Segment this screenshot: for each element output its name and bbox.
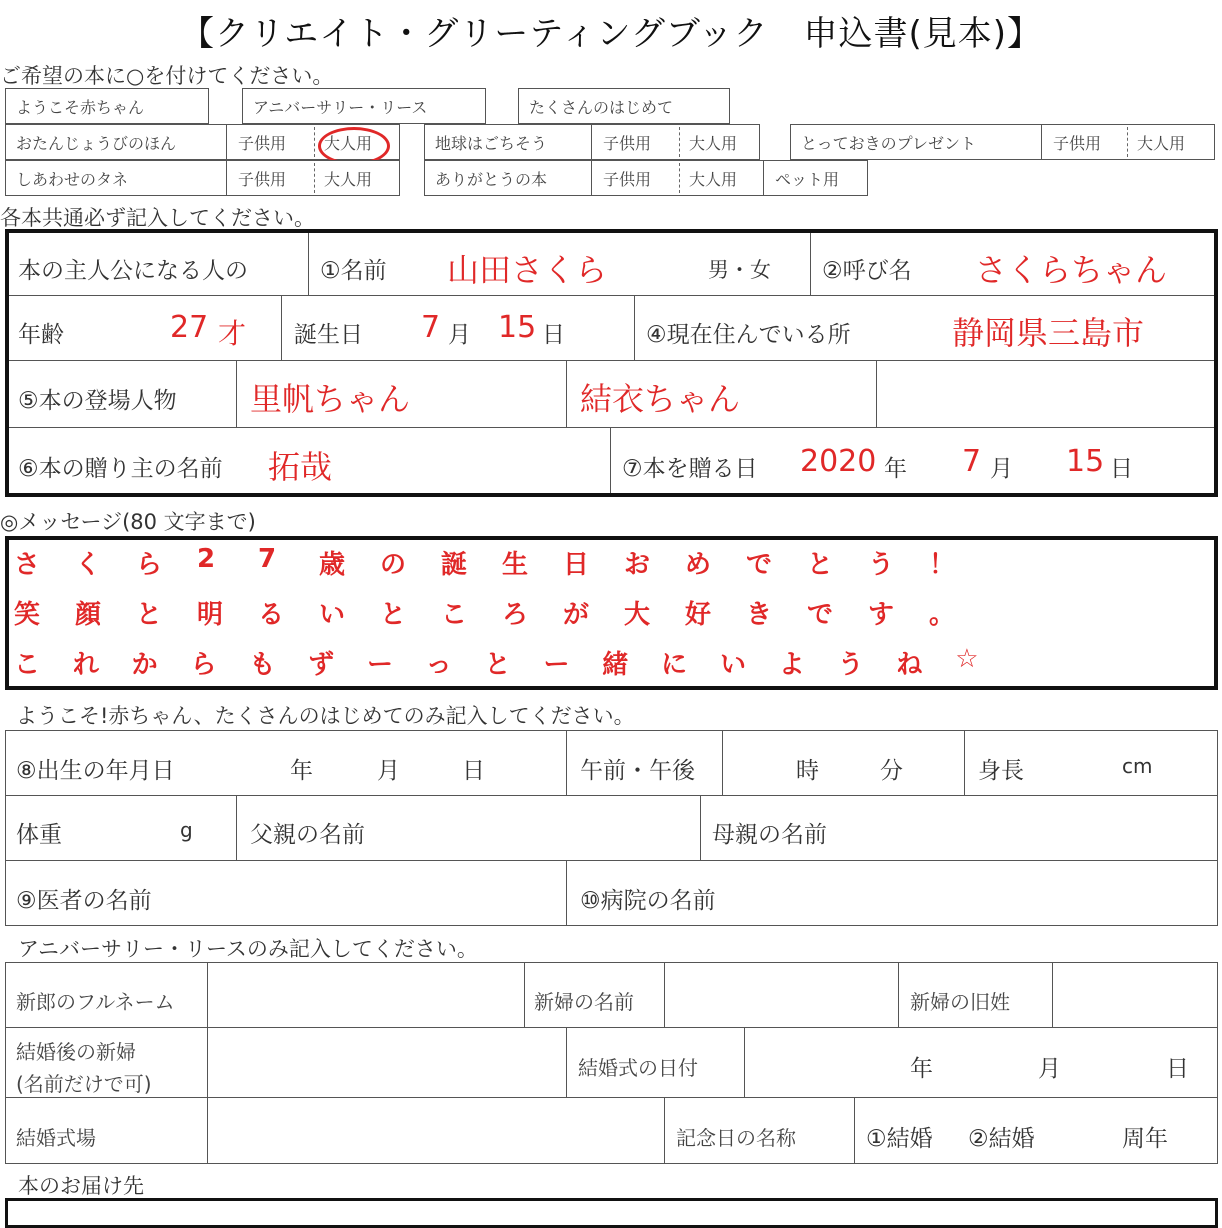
divider (226, 125, 227, 159)
message-char: か (131, 650, 158, 680)
day-unit: 日 (542, 322, 565, 348)
divider (5, 860, 1218, 861)
option-kodomo[interactable]: 子供用 (1053, 133, 1102, 153)
divider (763, 161, 764, 195)
bride-after-label-2: (名前だけで可) (16, 1072, 152, 1096)
divider (964, 730, 965, 795)
option-kodomo[interactable]: 子供用 (238, 169, 287, 189)
book-chikyuu-label: 地球はごちそう (435, 133, 548, 153)
message-char: お (624, 550, 651, 580)
message-char: れ (72, 650, 99, 680)
message-heading: ◎メッセージ(80 文字まで) (0, 510, 256, 534)
birth-date-label: ⑧出生の年月日 (16, 758, 175, 784)
wedding-year-field[interactable]: 年 (910, 1056, 933, 1082)
memorial-label: 記念日の名称 (676, 1126, 796, 1150)
section-delivery-heading: 本のお届け先 (18, 1174, 144, 1198)
message-char: き (746, 600, 773, 630)
characters-label: ⑤本の登場人物 (18, 388, 177, 414)
divider (634, 295, 635, 360)
message-char: こ (14, 650, 41, 680)
option-kodomo[interactable]: 子供用 (238, 133, 287, 153)
birth-day-field[interactable]: 日 (462, 758, 485, 784)
book-otanjoubi-label: おたんじょうびのほん (16, 133, 177, 153)
book-shiawase[interactable] (5, 160, 400, 196)
message-char: 好 (685, 600, 712, 630)
hero-label: 本の主人公になる人の (18, 258, 248, 284)
book-arigatou-label: ありがとうの本 (435, 169, 548, 189)
divider (722, 730, 723, 795)
book-totteoki[interactable] (790, 124, 1215, 160)
divider (5, 795, 1218, 796)
message-char: 誕 (441, 550, 468, 580)
message-char: も (249, 650, 276, 680)
message-char: こ (441, 600, 468, 630)
bride-after-label-1: 結婚後の新婦 (16, 1040, 136, 1064)
memorial-option-1[interactable]: ①結婚 (866, 1126, 933, 1152)
message-char: 2 (197, 544, 216, 574)
book-youkoso-label: ようこそ赤ちゃん (16, 97, 145, 117)
message-char: す (868, 600, 895, 630)
character-2-field[interactable]: 結衣ちゃん (580, 380, 741, 418)
message-char: 緒 (602, 650, 629, 680)
message-char: 歳 (319, 550, 346, 580)
message-char: と (807, 550, 834, 580)
message-line-2 (14, 594, 1014, 631)
message-char: め (685, 550, 712, 580)
address-label: ④現在住んでいる所 (646, 322, 851, 348)
section-choose-heading: ご希望の本に○を付けてください。 (0, 64, 334, 88)
divider (308, 233, 309, 295)
birth-day-field[interactable]: 15 (498, 310, 537, 345)
divider (566, 1027, 567, 1097)
message-char: 生 (502, 550, 529, 580)
message-char: い (319, 600, 346, 630)
message-char: 顔 (75, 600, 102, 630)
message-line-1 (14, 544, 1014, 581)
nickname-field[interactable]: さくらちゃん (975, 251, 1168, 289)
divider (9, 295, 1214, 296)
hour-field[interactable]: 時 (796, 758, 819, 784)
message-char: く (75, 550, 102, 580)
day-unit: 日 (1110, 456, 1133, 482)
message-char: に (661, 650, 688, 680)
height-label: 身長 (978, 758, 1024, 784)
character-1-field[interactable]: 里帆ちゃん (250, 380, 411, 418)
message-char: ー (366, 650, 393, 680)
divider (9, 360, 1214, 361)
message-char: ろ (502, 600, 529, 630)
message-line-3 (14, 644, 1014, 681)
gift-date-label: ⑦本を贈る日 (622, 456, 758, 482)
wedding-month-field[interactable]: 月 (1038, 1056, 1061, 1082)
bride-label: 新婦の名前 (534, 990, 634, 1014)
option-pet[interactable]: ペット用 (775, 169, 840, 189)
divider (5, 1097, 1218, 1098)
divider (566, 360, 567, 427)
delivery-box[interactable] (5, 1198, 1218, 1228)
name-label: ①名前 (320, 258, 387, 284)
divider (744, 1027, 745, 1097)
divider (898, 962, 899, 1027)
divider (1052, 962, 1053, 1027)
giver-field[interactable]: 拓哉 (268, 448, 333, 486)
father-label: 父親の名前 (250, 822, 365, 848)
message-char: よ (778, 650, 805, 680)
message-char: ず (308, 650, 335, 680)
month-unit: 月 (448, 322, 471, 348)
ampm-select[interactable]: 午前・午後 (580, 758, 695, 784)
birth-month-field[interactable]: 7 (421, 310, 441, 345)
section-common-heading: 各本共通必ず記入してください。 (0, 206, 315, 230)
option-otona[interactable]: 大人用 (324, 133, 373, 153)
wedding-date-label: 結婚式の日付 (578, 1056, 698, 1080)
message-char: る (258, 600, 285, 630)
birth-year-field[interactable]: 年 (290, 758, 313, 784)
star-icon: ☆ (955, 644, 979, 674)
message-char: 大 (624, 600, 651, 630)
message-char: 7 (258, 544, 277, 574)
wedding-day-field[interactable]: 日 (1166, 1056, 1189, 1082)
year-unit: 年 (884, 456, 907, 482)
option-otona[interactable]: 大人用 (689, 169, 738, 189)
divider (281, 295, 282, 360)
option-kodomo[interactable]: 子供用 (603, 133, 652, 153)
age-unit: 才 (218, 317, 247, 350)
divider (207, 962, 208, 1164)
weight-unit: g (180, 818, 193, 842)
gift-month-field[interactable]: 7 (962, 444, 982, 479)
option-otona[interactable]: 大人用 (324, 169, 373, 189)
divider (236, 360, 237, 427)
giver-label: ⑥本の贈り主の名前 (18, 456, 223, 482)
weight-label: 体重 (16, 822, 62, 848)
divider (9, 427, 1214, 428)
message-char: が (563, 600, 590, 630)
divider (610, 427, 611, 493)
divider (664, 1097, 665, 1164)
divider (591, 125, 592, 159)
message-char: 笑 (14, 600, 41, 630)
birthday-label: 誕生日 (294, 322, 363, 348)
option-otona[interactable]: 大人用 (1137, 133, 1186, 153)
age-label: 年齢 (18, 322, 64, 348)
height-unit: cm (1122, 754, 1153, 778)
book-totteoki-label: とっておきのプレゼント (801, 133, 977, 153)
gender-select[interactable]: 男・女 (708, 258, 771, 282)
message-char: と (380, 600, 407, 630)
nickname-label: ②呼び名 (822, 258, 912, 284)
message-char: ら (136, 550, 163, 580)
birth-month-field[interactable]: 月 (377, 758, 400, 784)
divider (854, 1097, 855, 1164)
message-char: さ (14, 550, 41, 580)
divider (566, 860, 567, 926)
month-unit: 月 (990, 456, 1013, 482)
book-takusan-label: たくさんのはじめて (529, 97, 674, 117)
message-char: 。 (929, 600, 956, 630)
message-char: ！ (929, 550, 956, 580)
divider (664, 962, 665, 1027)
gift-day-field[interactable]: 15 (1066, 444, 1105, 479)
section-baby-heading: ようこそ!赤ちゃん、たくさんのはじめてのみ記入してください。 (16, 704, 635, 728)
divider (591, 161, 592, 195)
book-otanjoubi[interactable] (5, 124, 400, 160)
divider (810, 233, 811, 295)
option-kodomo[interactable]: 子供用 (603, 169, 652, 189)
message-char: ね (896, 650, 923, 680)
book-youkoso[interactable] (5, 88, 209, 124)
name-field[interactable]: 山田さくら (447, 251, 608, 289)
age-field[interactable]: 27 (170, 310, 209, 345)
book-takusan[interactable] (518, 88, 730, 124)
section-anniv-heading: アニバーサリー・リースのみ記入してください。 (18, 937, 478, 961)
address-field[interactable]: 静岡県三島市 (952, 314, 1145, 352)
divider (700, 795, 701, 860)
divider (236, 795, 237, 860)
divider (566, 730, 567, 795)
message-char: の (380, 550, 407, 580)
page-title: 【クリエイト・グリーティングブック 申込書(見本)】 (179, 14, 1043, 54)
mother-label: 母親の名前 (712, 822, 827, 848)
book-arigatou[interactable] (424, 160, 868, 196)
memorial-option-2[interactable]: ②結婚 (968, 1126, 1035, 1152)
gift-year-field[interactable]: 2020 (800, 444, 877, 479)
message-char: っ (425, 650, 452, 680)
message-char: と (136, 600, 163, 630)
message-char: ら (190, 650, 217, 680)
character-3-field[interactable] (880, 364, 1212, 424)
message-char: 日 (563, 550, 590, 580)
message-char: い (719, 650, 746, 680)
book-anniversary-label: アニバーサリー・リース (253, 97, 428, 117)
message-char: ー (543, 650, 570, 680)
memorial-years: 周年 (1122, 1126, 1168, 1152)
divider (1041, 125, 1042, 159)
book-anniversary[interactable] (242, 88, 486, 124)
divider (876, 360, 877, 427)
groom-label: 新郎のフルネーム (16, 990, 175, 1014)
minute-field[interactable]: 分 (880, 758, 903, 784)
message-char: う (868, 550, 895, 580)
divider (5, 1027, 1218, 1028)
book-chikyuu[interactable] (424, 124, 760, 160)
divider (524, 962, 525, 1027)
option-otona[interactable]: 大人用 (689, 133, 738, 153)
message-char: 明 (197, 600, 224, 630)
venue-label: 結婚式場 (16, 1126, 96, 1150)
divider (226, 161, 227, 195)
hospital-label: ⑩病院の名前 (580, 888, 716, 914)
book-shiawase-label: しあわせのタネ (16, 169, 129, 189)
message-char: う (837, 650, 864, 680)
message-char: で (807, 600, 834, 630)
message-char: で (746, 550, 773, 580)
bride-maiden-label: 新婦の旧姓 (910, 990, 1010, 1014)
doctor-label: ⑨医者の名前 (16, 888, 152, 914)
message-char: と (484, 650, 511, 680)
